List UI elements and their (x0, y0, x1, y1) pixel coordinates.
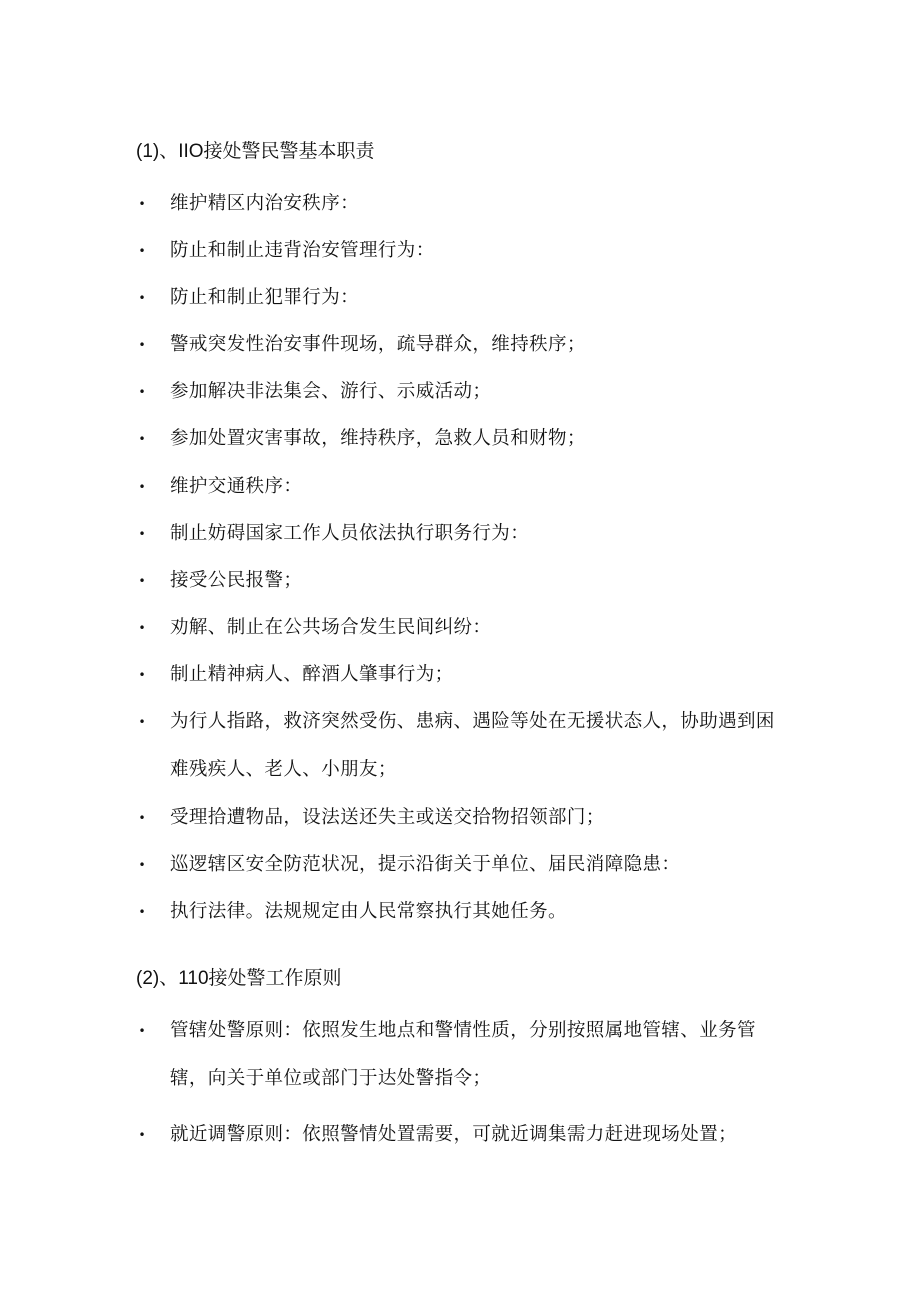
list-item-text: 接受公民报警； (170, 570, 303, 591)
bullet-icon: • (138, 811, 146, 825)
bullet-icon: • (138, 1024, 146, 1038)
list-item-text: 为行人指路，救济突然受伤、患病、遇险等处在无援状态人，协助遇到困难残疾人、老人、小朋友； (170, 711, 775, 780)
section-heading-1: (1)、IIO接处警民警基本职责 (136, 141, 375, 162)
bullet-icon: • (138, 621, 146, 635)
list-item-text: 就近调警原则：依照警情处置需要，可就近调集需力赶进现场处置； (170, 1124, 738, 1145)
list-item-text: 防止和制止违背治安管理行为： (170, 240, 435, 261)
bullet-icon: • (138, 197, 146, 211)
bullet-icon: • (138, 905, 146, 919)
list-item-text: 巡逻辖区安全防范状况，提示沿街关于单位、届民消障隐患： (170, 854, 681, 875)
bullet-icon: • (138, 715, 146, 729)
bullet-icon: • (138, 527, 146, 541)
bullet-icon: • (138, 385, 146, 399)
list-item-text: 参加处置灾害事故，维持秩序，急救人员和财物； (170, 428, 586, 449)
list-item-text: 参加解决非法集会、游行、示威活动； (170, 381, 492, 402)
list-item-text: 制止妨碍国家工作人员依法执行职务行为： (170, 523, 530, 544)
bullet-icon: • (138, 668, 146, 682)
bullet-icon: • (138, 432, 146, 446)
list-item-text: 劝解、制止在公共场合发生民间纠纷： (170, 617, 492, 638)
list-item-text: 受理拾遭物品，设法送还失主或送交拾物招领部门； (170, 807, 605, 828)
bullet-icon: • (138, 338, 146, 352)
list-item-text: 维护交通秩序： (170, 476, 303, 497)
bullet-icon: • (138, 291, 146, 305)
section-heading-2: (2)、110接处警工作原则 (136, 968, 342, 989)
list-item-text: 管辖处警原则：依照发生地点和警情性质，分别按照属地管辖、业务管辖，向关于单位或部门于达处警指令； (170, 1020, 756, 1089)
list-item-text: 制止精神病人、醉酒人肇事行为； (170, 664, 454, 685)
bullet-icon: • (138, 1128, 146, 1142)
list-item-text: 警戒突发性治安事件现场，疏导群众，维持秩序； (170, 334, 586, 355)
list-item-text: 维护精区内治安秩序： (170, 193, 360, 214)
list-item-text: 执行法律。法规规定由人民常察执行其她任务。 (170, 901, 567, 922)
bullet-icon: • (138, 480, 146, 494)
bullet-icon: • (138, 574, 146, 588)
bullet-icon: • (138, 244, 146, 258)
list-item-text: 防止和制止犯罪行为： (170, 287, 360, 308)
bullet-icon: • (138, 858, 146, 872)
